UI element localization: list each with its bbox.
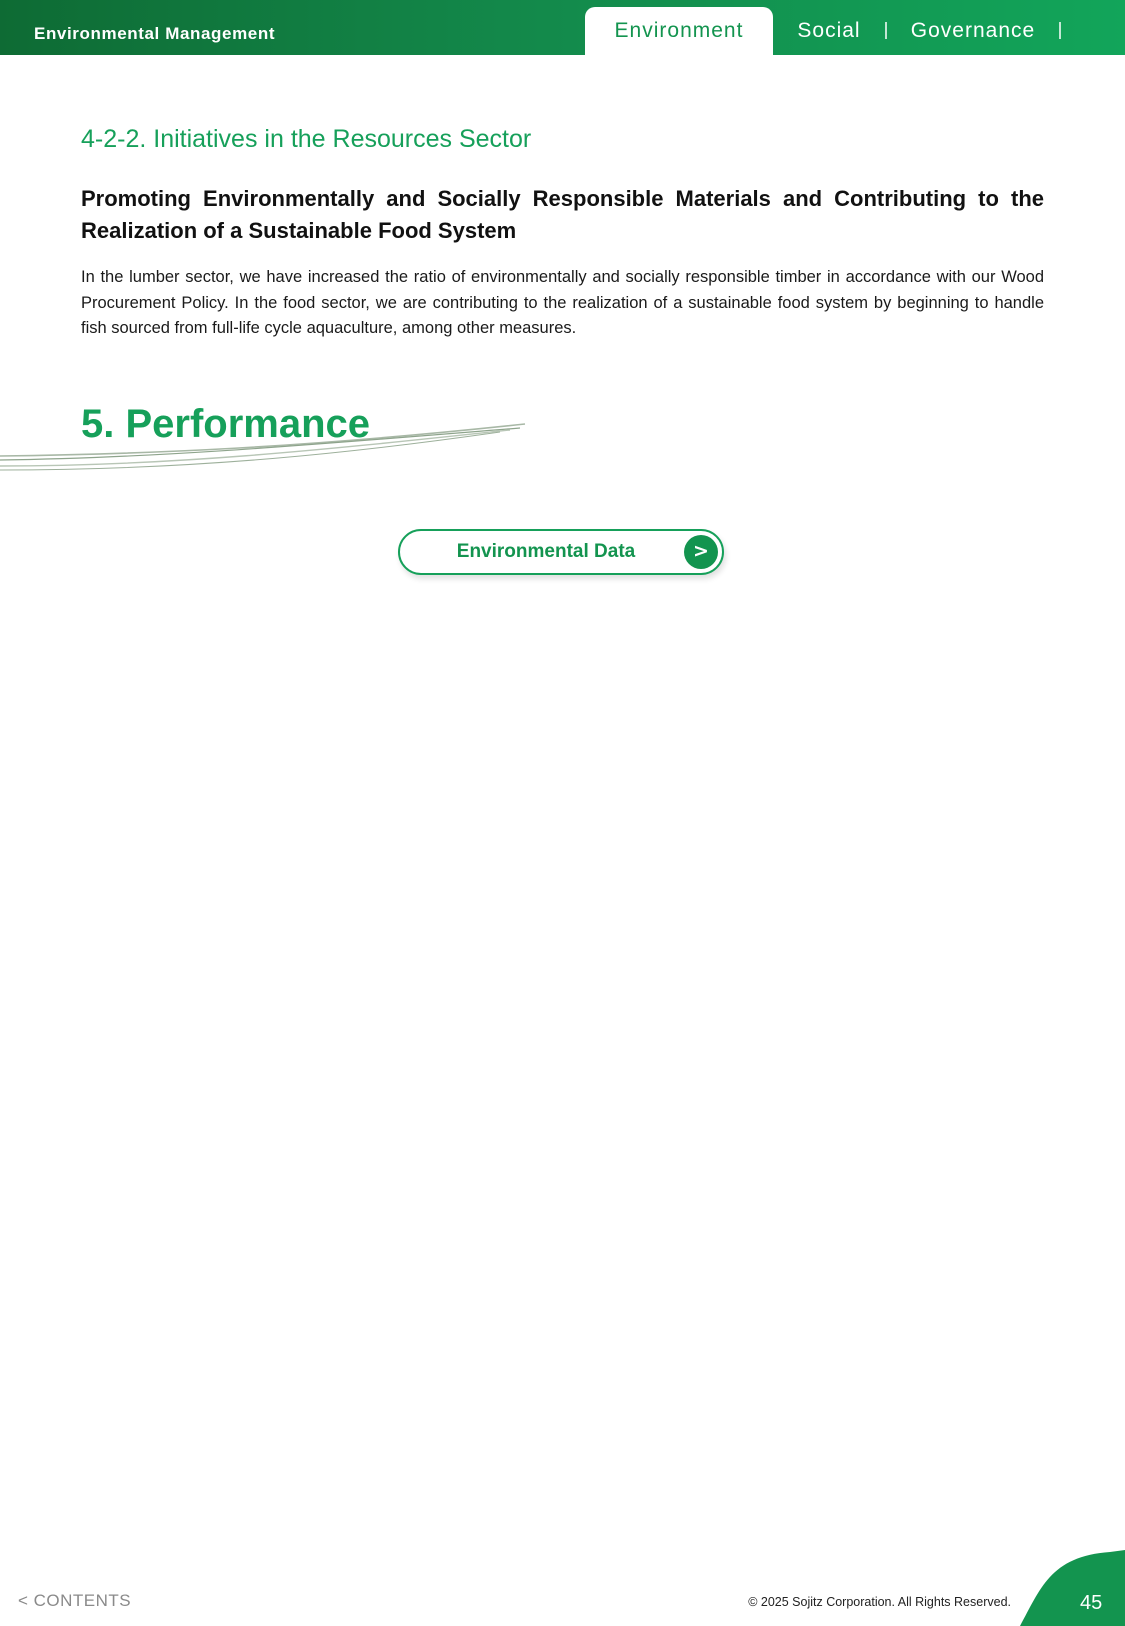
top-nav-bar bbox=[0, 0, 1125, 55]
page-number: 45 bbox=[1080, 1592, 1103, 1614]
tab-governance[interactable]: Governance bbox=[910, 19, 1036, 42]
page-corner-shape bbox=[1020, 1550, 1125, 1626]
tab-divider bbox=[1059, 22, 1061, 39]
tab-divider bbox=[885, 22, 887, 39]
tab-environment[interactable]: Environment bbox=[585, 7, 773, 55]
subsection-heading: 4-2-2. Initiatives in the Resources Sector bbox=[81, 125, 532, 153]
subheading: Promoting Environmentally and Socially Responsible Materials and Contributing to the Realization of a Sustainable Food System bbox=[81, 186, 1044, 243]
environmental-data-button-label: Environmental Data bbox=[456, 541, 636, 562]
copyright-text: © 2025 Sojitz Corporation. All Rights Reserved. bbox=[748, 1595, 1011, 1609]
section-title: Environmental Management bbox=[34, 24, 276, 43]
body-paragraph: In the lumber sector, we have increased the ratio of environmentally and socially responsible timber in accordance with our Wood Procurement Policy. In the food sector, we are contributing to the realization of a sustainable food system by beginning to handle fish sourced from full-life cycle aquaculture, among other measures. bbox=[81, 268, 1044, 337]
chevron-right-icon: > bbox=[684, 535, 718, 569]
section-heading: 5. Performance bbox=[81, 402, 371, 446]
tab-social[interactable]: Social bbox=[797, 19, 861, 42]
environmental-data-button[interactable] bbox=[398, 529, 724, 575]
contents-link[interactable]: < CONTENTS bbox=[18, 1591, 132, 1610]
